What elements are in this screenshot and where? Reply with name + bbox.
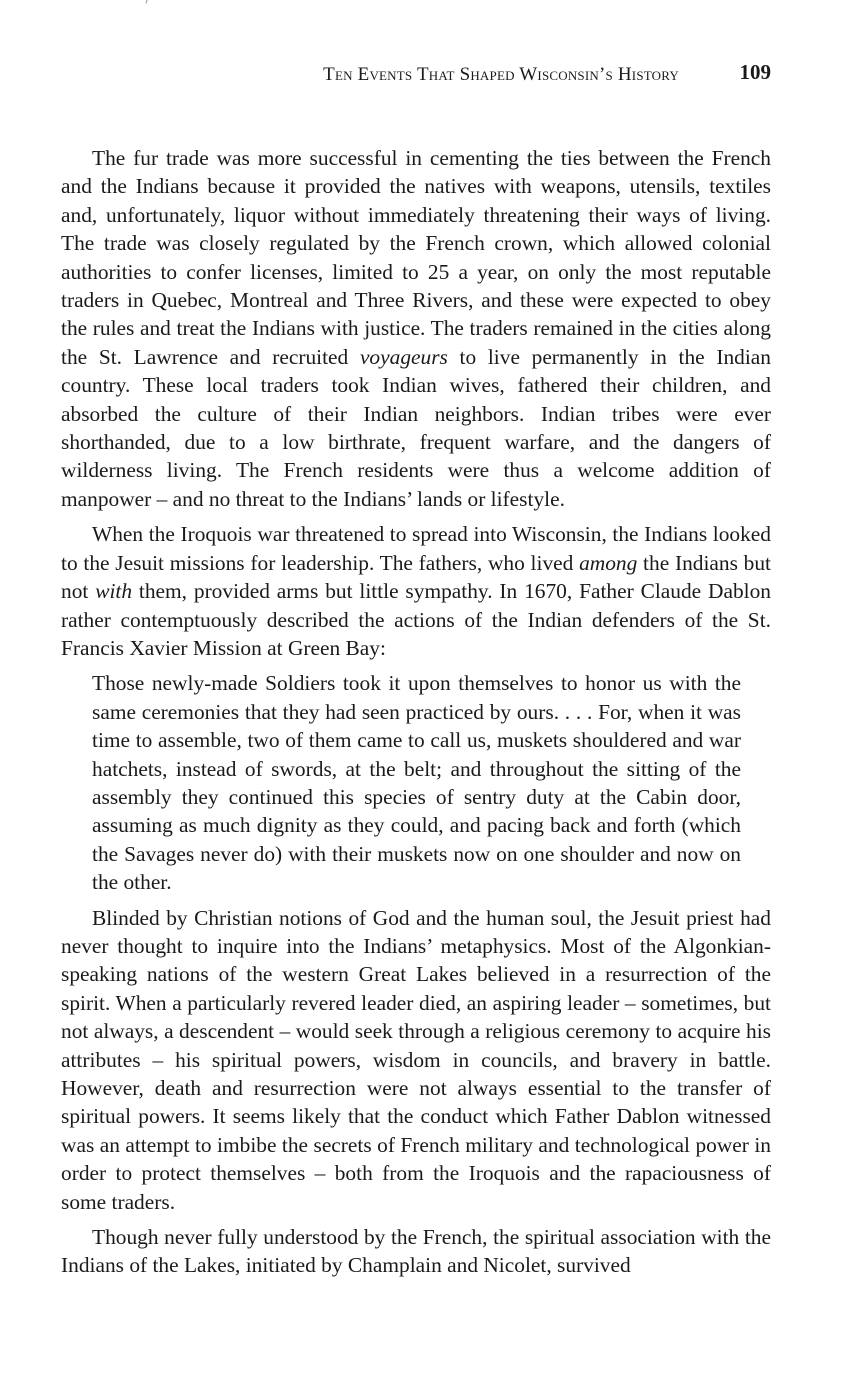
body-text [61, 144, 771, 1280]
paragraph-iroquois-war [61, 520, 771, 662]
text-run: to live permanently in the Indian country. These local traders took Indian wives, fathered their children, and absorbed the culture of their Indian neighbors. Indian tribes were ever shorthanded, due to a low birthrate, frequent warfare, and the dangers of wilderness living. The French residents were thus a welcome addition of manpower – and no threat to the Indians’ lands or lifestyle. [61, 344, 771, 511]
paragraph-spiritual-association: Though never fully understood by the French, the spiritual association with the Indians of the Lakes, initiated by Champlain and Nicolet, survived [61, 1225, 771, 1278]
block-quote-dablon: Those newly-made Soldiers took it upon themselves to honor us with the same ceremonies that they had seen practiced by ours. . . . For, when it was time to assemble, two of them came to call us, muskets shouldered and war hatchets, instead of swords, at the belt; and throughout the sitting of the assembly they continued this species of sentry duty at the Cabin door, assuming as much dignity as they could, and pacing back and forth (which the Savages never do) with their muskets now on one shoulder and now on the other. [92, 671, 741, 895]
italic-term: voyageurs [359, 344, 448, 369]
paragraph-metaphysics: Blinded by Christian notions of God and the human soul, the Jesuit priest had never thought to inquire into the Indians’ metaphysics. Most of the Algonkian-speaking nations of the western Great Lakes believed in a resurrection of the spirit. When a particularly revered leader died, an aspiring leader – sometimes, but not always, a descendent – would seek through a religious ceremony to acquire his attributes – his spiritual powers, wisdom in councils, and bravery in battle. However, death and resurrection were not always essential to the transfer of spiritual powers. It seems likely that the conduct which Father Dablon witnessed was an attempt to imbibe the secrets of French military and technological power in order to protect themselves – both from the Iroquois and the rapaciousness of some traders. [61, 905, 771, 1214]
text-run: them, provided arms but little sympathy. In 1670, Father Claude Dablon rather contemptuously described the actions of the Indian defenders of the St. Francis Xavier Mission at Green Bay: [61, 579, 771, 660]
paragraph-fur-trade [61, 144, 771, 513]
scan-mark [145, 0, 150, 5]
text-run: the Indians but not [61, 550, 771, 604]
text-run: When the Iroquois war threatened to spread into Wisconsin, the Indians looked to the Jesuit missions for leadership. The fathers, who lived [61, 522, 771, 575]
text-run: The fur trade was more successful in cementing the ties between the French and the Indians because it provided the natives with weapons, utensils, textiles and, unfortunately, liquor without immediately threatening their ways of living. The trade was closely regulated by the French crown, which allowed colonial authorities to confer licenses, limited to 25 a year, on only the most reputable traders in Quebec, Montreal and Three Rivers, and these were expected to obey the rules and treat the Indians with justice. The traders remained in the cities along the St. Lawrence and recruited [61, 146, 771, 369]
italic-term: with [95, 579, 133, 604]
italic-term: among [579, 550, 638, 575]
page-number: 109 [739, 60, 771, 84]
running-title: Ten Events That Shaped Wisconsin’s History [323, 64, 679, 85]
page-header [61, 60, 771, 90]
